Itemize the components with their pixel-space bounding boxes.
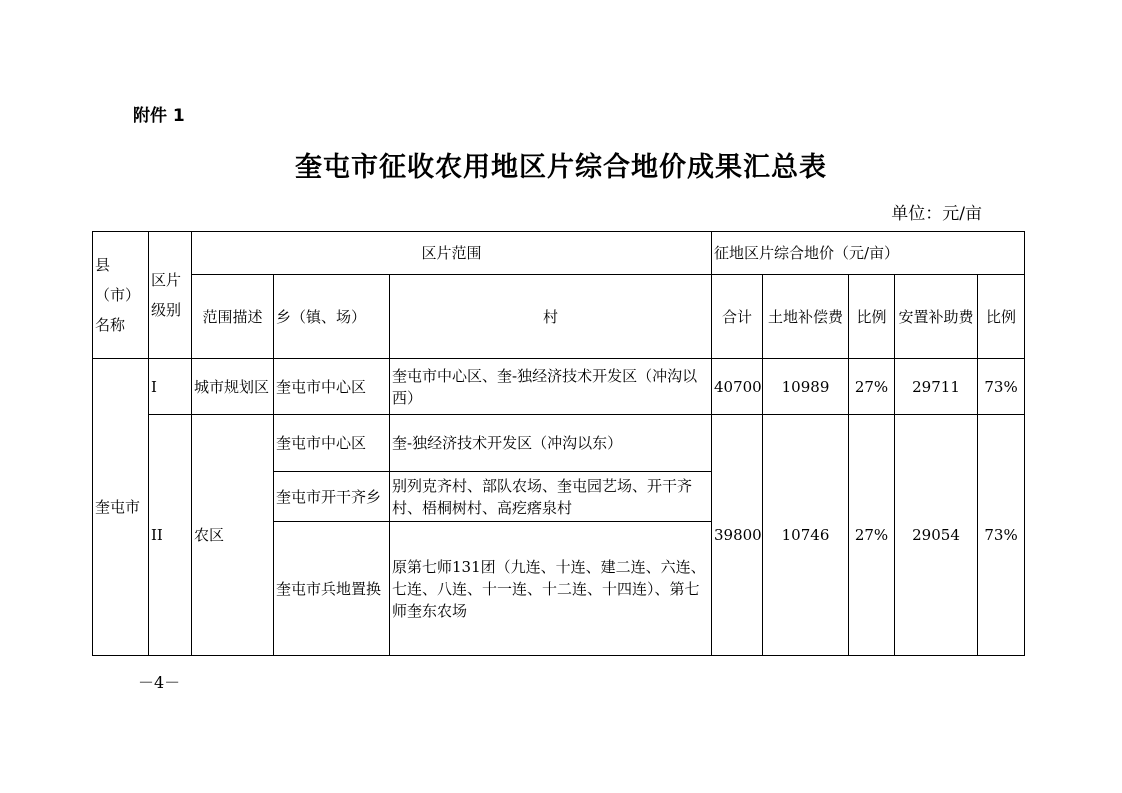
header-range-desc: 范围描述 — [192, 275, 274, 359]
land-price-table — [92, 231, 1025, 656]
header-county-line-2: （市） — [95, 286, 141, 304]
header-village: 村 — [390, 275, 712, 359]
level-1-cell: I — [149, 359, 192, 415]
header-level-line-2: 级别 — [151, 301, 182, 319]
level-2-township-1: 奎屯市中心区 — [274, 415, 390, 472]
header-township: 乡（镇、场） — [274, 275, 390, 359]
level-2-township-3: 奎屯市兵地置换 — [274, 522, 390, 656]
unit-label: 单位：元/亩 — [891, 204, 982, 224]
level-2-total: 39800 — [712, 415, 763, 656]
level-2-village-2: 别列克齐村、部队农场、奎屯园艺场、开干齐村、梧桐树村、高疙瘩泉村 — [390, 472, 712, 522]
page-number: －4－ — [138, 673, 181, 692]
level-2-range-desc: 农区 — [192, 415, 274, 656]
header-row-2 — [93, 275, 1025, 359]
level-2-resettle: 29054 — [895, 415, 978, 656]
county-name-cell: 奎屯市 — [93, 359, 149, 656]
level-1-land-comp: 10989 — [763, 359, 849, 415]
level-1-township: 奎屯市中心区 — [274, 359, 390, 415]
level-2-ratio-2: 73% — [978, 415, 1025, 656]
attachment-label: 附件 1 — [133, 106, 185, 126]
header-total: 合计 — [712, 275, 763, 359]
header-row-1 — [93, 232, 1025, 275]
level-2-village-1: 奎-独经济技术开发区（冲沟以东） — [390, 415, 712, 472]
header-price-group: 征地区片综合地价（元/亩） — [712, 232, 1025, 275]
level-1-ratio-1: 27% — [849, 359, 895, 415]
level-1-village: 奎屯市中心区、奎-独经济技术开发区（冲沟以西） — [390, 359, 712, 415]
level-2-village-3: 原第七师131团（九连、十连、建二连、六连、七连、八连、十一连、十二连、十四连）、第七师奎东农场 — [390, 522, 712, 656]
header-county-line-1: 县 — [95, 256, 111, 274]
header-county — [93, 232, 149, 359]
header-ratio-2: 比例 — [978, 275, 1025, 359]
level-2-cell: II — [149, 415, 192, 656]
header-county-line-3: 名称 — [95, 316, 126, 334]
header-level-line-1: 区片 — [151, 271, 182, 289]
header-range-group: 区片范围 — [192, 232, 712, 275]
table-row-level-2-a — [93, 415, 1025, 472]
level-2-land-comp: 10746 — [763, 415, 849, 656]
table-row-level-1 — [93, 359, 1025, 415]
level-1-ratio-2: 73% — [978, 359, 1025, 415]
level-2-township-2: 奎屯市开干齐乡 — [274, 472, 390, 522]
header-land-comp: 土地补偿费 — [763, 275, 849, 359]
page-title: 奎屯市征收农用地区片综合地价成果汇总表 — [295, 152, 827, 183]
header-ratio-1: 比例 — [849, 275, 895, 359]
level-1-total: 40700 — [712, 359, 763, 415]
header-level — [149, 232, 192, 359]
header-resettle: 安置补助费 — [895, 275, 978, 359]
level-1-range-desc: 城市规划区 — [192, 359, 274, 415]
level-2-ratio-1: 27% — [849, 415, 895, 656]
level-1-resettle: 29711 — [895, 359, 978, 415]
